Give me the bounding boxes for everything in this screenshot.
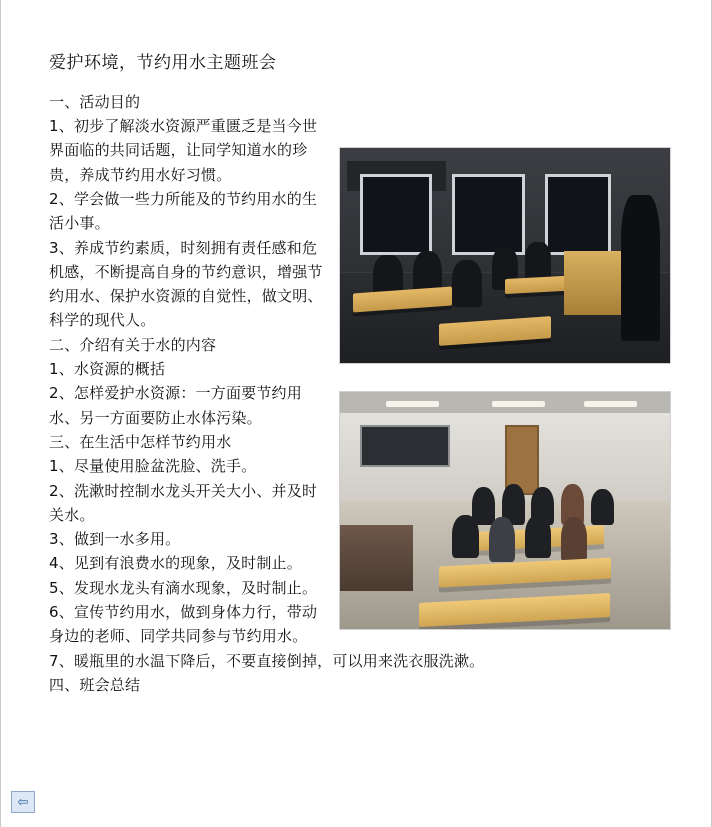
classroom-photo-day (339, 391, 671, 630)
paragraph: 3、做到一水多用。 (49, 530, 181, 549)
image-column (339, 90, 669, 630)
paragraph: 3、养成节约素质，时刻拥有责任感和危机感，不断提高自身的节约意识，增强节约用水、保护水资源的自觉性，做文明、科学的现代人。 (49, 238, 323, 330)
photo1-student (525, 242, 551, 281)
paragraph: 四、班会总结 (49, 675, 141, 694)
paragraph: 6、宣传节约用水，做到身体力行，带动身边的老师、同学共同参与节约用水。 (49, 603, 318, 646)
paragraph: 2、洗漱时控制水龙头开关大小、并及时关水。 (49, 481, 318, 524)
paragraph: 2、怎样爱护水资源：一方面要节约用水、另一方面要防止水体污染。 (49, 384, 302, 427)
photo2-blackboard (360, 425, 450, 467)
photo1-window (452, 174, 525, 256)
paragraph: 二、介绍有关于水的内容 (49, 335, 217, 354)
paragraph: 4、见到有浪费水的现象，及时制止。 (49, 554, 302, 573)
paragraph: 1、初步了解淡水资源严重匮乏是当今世界面临的共同话题，让同学知道水的珍贵，养成节约用水好习惯。 (49, 117, 318, 184)
paragraph: 2、学会做一些力所能及的节约用水的生活小事。 (49, 189, 318, 233)
photo2-student (452, 515, 478, 558)
page-title: 爱护环境，节约用水主题班会 (49, 53, 277, 73)
photo1-window (545, 174, 611, 256)
photo1-window (360, 174, 433, 256)
paragraph: 三、在生活中怎样节约用水 (49, 432, 232, 451)
photo1-teacher (621, 195, 661, 341)
photo2-student (591, 489, 614, 525)
photo2-student (561, 517, 587, 562)
back-arrow-icon[interactable] (11, 791, 35, 813)
photo2-ceiling-light (584, 401, 637, 407)
photo2-ceiling-light (492, 401, 545, 407)
photo1-student (452, 260, 482, 307)
classroom-photo-night (339, 147, 671, 364)
document-body (49, 52, 669, 697)
back-arrow-glyph: ⇦ (17, 794, 29, 810)
photo2-student (472, 487, 495, 525)
photo2-ceiling-light (386, 401, 439, 407)
paragraph: 1、尽量使用脸盆洗脸、洗手。 (49, 457, 257, 476)
paragraph: 5、发现水龙头有滴水现象，及时制止。 (49, 578, 318, 597)
paragraph: 一、活动目的 (49, 92, 141, 111)
document-content (49, 90, 669, 697)
photo2-student (525, 515, 551, 558)
paragraph: 1、水资源的概括 (49, 360, 166, 379)
paragraph: 7、暖瓶里的水温下降后，不要直接倒掉，可以用来洗衣服洗漱。 (49, 651, 485, 670)
photo2-student (489, 517, 515, 562)
photo2-front-desk (340, 525, 413, 591)
